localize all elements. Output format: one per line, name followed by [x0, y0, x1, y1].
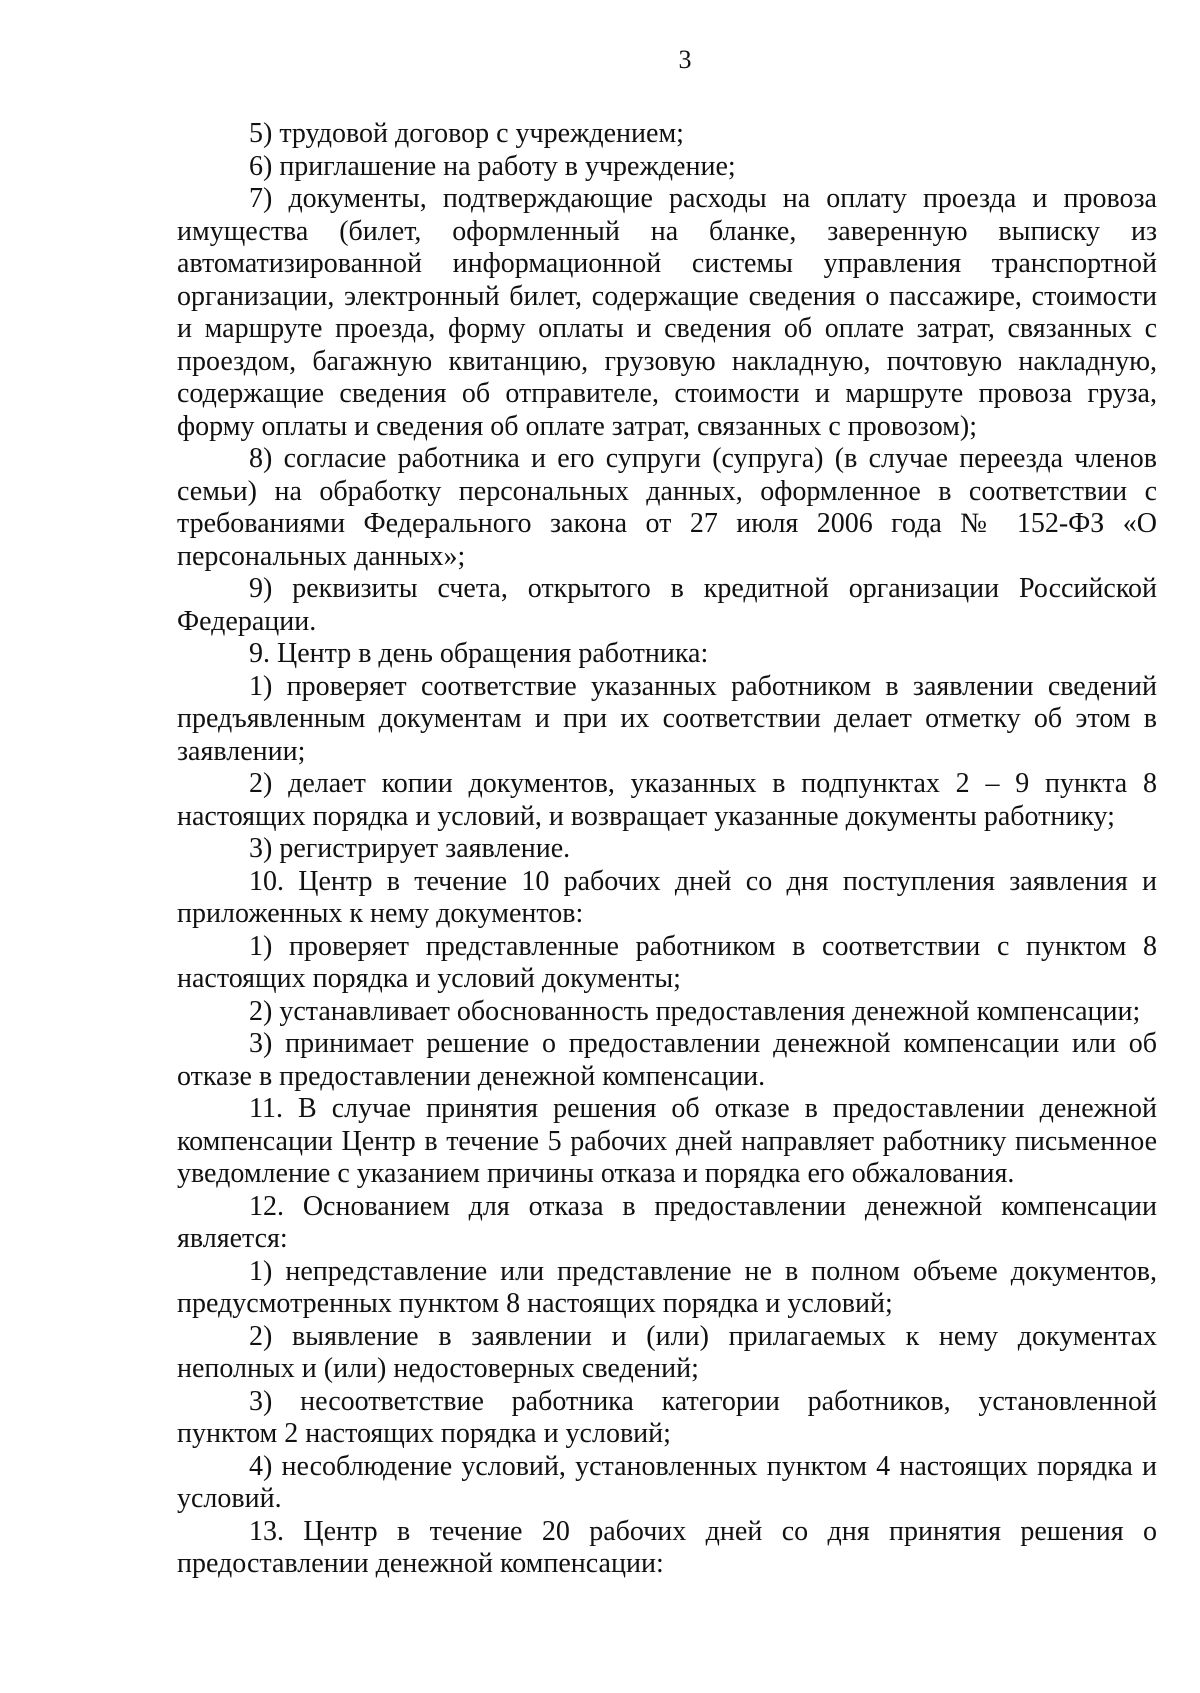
paragraph: 8) согласие работника и его супруги (супруга) (в случае переезда членов семьи) на обработку персональных данных, оформленное в соответствии с требованиями Федерального закона от 27 июля 2006 года № 152-ФЗ «О персональных данных»; — [177, 443, 1157, 572]
paragraph: 1) проверяет соответствие указанных работником в заявлении сведений предъявленным документам и при их соответствии делает отметку об этом в заявлении; — [177, 670, 1157, 767]
paragraph: 4) несоблюдение условий, установленных пунктом 4 настоящих порядка и условий. — [177, 1450, 1157, 1514]
paragraph: 2) устанавливает обоснованность предоставления денежной компенсации; — [249, 995, 1141, 1027]
paragraph: 5) трудовой договор с учреждением; — [249, 118, 684, 149]
paragraph: 3) несоответствие работника категории работников, установленной пунктом 2 настоящих порядка и условий; — [177, 1385, 1157, 1449]
paragraph: 11. В случае принятия решения об отказе в предоставлении денежной компенсации Центр в течение 5 рабочих дней направляет работнику письменное уведомление с указанием причины отказа и порядка его обжалования. — [177, 1093, 1157, 1189]
paragraph: 6) приглашение на работу в учреждение; — [249, 150, 736, 182]
document-body — [177, 118, 1157, 1581]
paragraph: 9) реквизиты счета, открытого в кредитной организации Российской Федерации. — [177, 573, 1157, 637]
paragraph: 2) делает копии документов, указанных в подпунктах 2 – 9 пункта 8 настоящих порядка и условий, и возвращает указанные документы работнику; — [177, 768, 1157, 832]
paragraph: 9. Центр в день обращения работника: — [249, 638, 709, 669]
page-number: 3 — [678, 45, 692, 74]
paragraph: 12. Основанием для отказа в предоставлении денежной компенсации является: — [177, 1190, 1157, 1254]
paragraph: 1) непредставление или представление не в полном объеме документов, предусмотренных пунктом 8 настоящих порядка и условий; — [177, 1255, 1157, 1319]
paragraph: 7) документы, подтверждающие расходы на оплату проезда и провоза имущества (билет, оформленный на бланке, заверенную выписку из автоматизированной информационной системы управления транспортной организации, электронный билет, содержащие сведения о пассажире, стоимости и маршруте проезда, форму оплаты и сведения об оплате затрат, связанных с проездом, багажную квитанцию, грузовую накладную, почтовую накладную, содержащие сведения об отправителе, стоимости и маршруте провоза груза, форму оплаты и сведения об оплате затрат, связанных с провозом); — [177, 183, 1157, 442]
paragraph: 3) регистрирует заявление. — [249, 833, 571, 864]
paragraph: 1) проверяет представленные работником в соответствии с пунктом 8 настоящих порядка и условий документы; — [177, 930, 1157, 994]
paragraph: 13. Центр в течение 20 рабочих дней со дня принятия решения о предоставлении денежной компенсации: — [177, 1515, 1157, 1579]
paragraph: 10. Центр в течение 10 рабочих дней со дня поступления заявления и приложенных к нему документов: — [177, 865, 1157, 929]
paragraph: 3) принимает решение о предоставлении денежной компенсации или об отказе в предоставлении денежной компенсации. — [177, 1028, 1157, 1092]
paragraph: 2) выявление в заявлении и (или) прилагаемых к нему документах неполных и (или) недостоверных сведений; — [177, 1320, 1157, 1384]
